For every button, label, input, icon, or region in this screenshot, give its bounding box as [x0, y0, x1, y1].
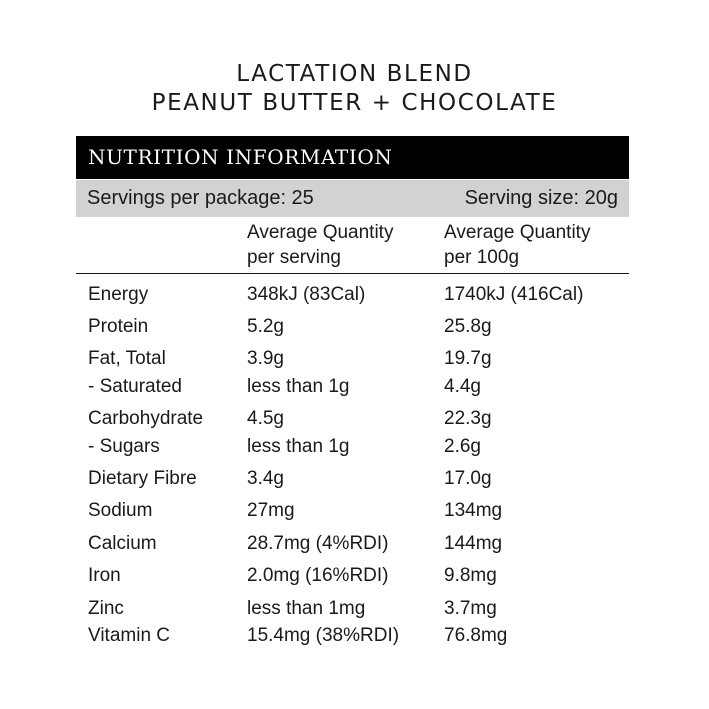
value-per-100g: 22.3g [444, 408, 492, 429]
value-per-100g: 144mg [444, 533, 503, 554]
value-per-serving: less than 1mg [247, 598, 366, 619]
value-per-serving: 28.7mg (4%RDI) [247, 533, 389, 554]
nutrient-name: Zinc [88, 598, 124, 619]
value-per-100g: 2.6g [444, 436, 481, 457]
nutrient-name: Vitamin C [88, 625, 171, 646]
nutrient-name: - Sugars [88, 436, 160, 457]
servings-per-package: Servings per package: 25 [87, 187, 314, 209]
nutrient-name: - Saturated [88, 376, 182, 397]
value-per-serving: 27mg [247, 500, 295, 521]
value-per-serving: 3.4g [247, 468, 284, 489]
value-per-serving: less than 1g [247, 436, 350, 457]
nutrient-name: Calcium [88, 533, 157, 554]
value-per-100g: 134mg [444, 500, 503, 521]
value-per-100g: 17.0g [444, 468, 492, 489]
serving-size: Serving size: 20g [464, 187, 618, 209]
value-per-serving: 4.5g [247, 408, 284, 429]
value-per-serving: 5.2g [247, 316, 284, 337]
column-header-per-100g-line-1: Average Quantity [444, 222, 591, 243]
nutrient-name: Fat, Total [88, 348, 166, 369]
nutrition-panel-header [76, 136, 629, 179]
header-divider [76, 273, 629, 274]
nutrient-name: Iron [88, 565, 121, 586]
nutrient-name: Energy [88, 284, 149, 305]
product-title-line-2: PEANUT BUTTER + CHOCOLATE [151, 90, 558, 116]
column-header-per-100g-line-2: per 100g [444, 247, 520, 268]
product-title-line-1: LACTATION BLEND [236, 61, 473, 87]
value-per-serving: 3.9g [247, 348, 284, 369]
value-per-100g: 25.8g [444, 316, 492, 337]
nutrient-name: Protein [88, 316, 149, 337]
nutrient-name: Dietary Fibre [88, 468, 197, 489]
value-per-100g: 19.7g [444, 348, 492, 369]
value-per-100g: 4.4g [444, 376, 481, 397]
value-per-serving: 2.0mg (16%RDI) [247, 565, 389, 586]
column-header-per-serving-line-2: per serving [247, 247, 341, 268]
value-per-100g: 9.8mg [444, 565, 497, 586]
servings-bar [76, 180, 629, 217]
value-per-serving: 348kJ (83Cal) [247, 284, 366, 305]
nutrient-name: Sodium [88, 500, 153, 521]
value-per-100g: 3.7mg [444, 598, 497, 619]
nutrient-name: Carbohydrate [88, 408, 204, 429]
value-per-100g: 76.8mg [444, 625, 508, 646]
column-header-per-serving-line-1: Average Quantity [247, 222, 394, 243]
value-per-serving: 15.4mg (38%RDI) [247, 625, 400, 646]
value-per-100g: 1740kJ (416Cal) [444, 284, 584, 305]
value-per-serving: less than 1g [247, 376, 350, 397]
nutrition-panel-heading: NUTRITION INFORMATION [88, 145, 393, 169]
